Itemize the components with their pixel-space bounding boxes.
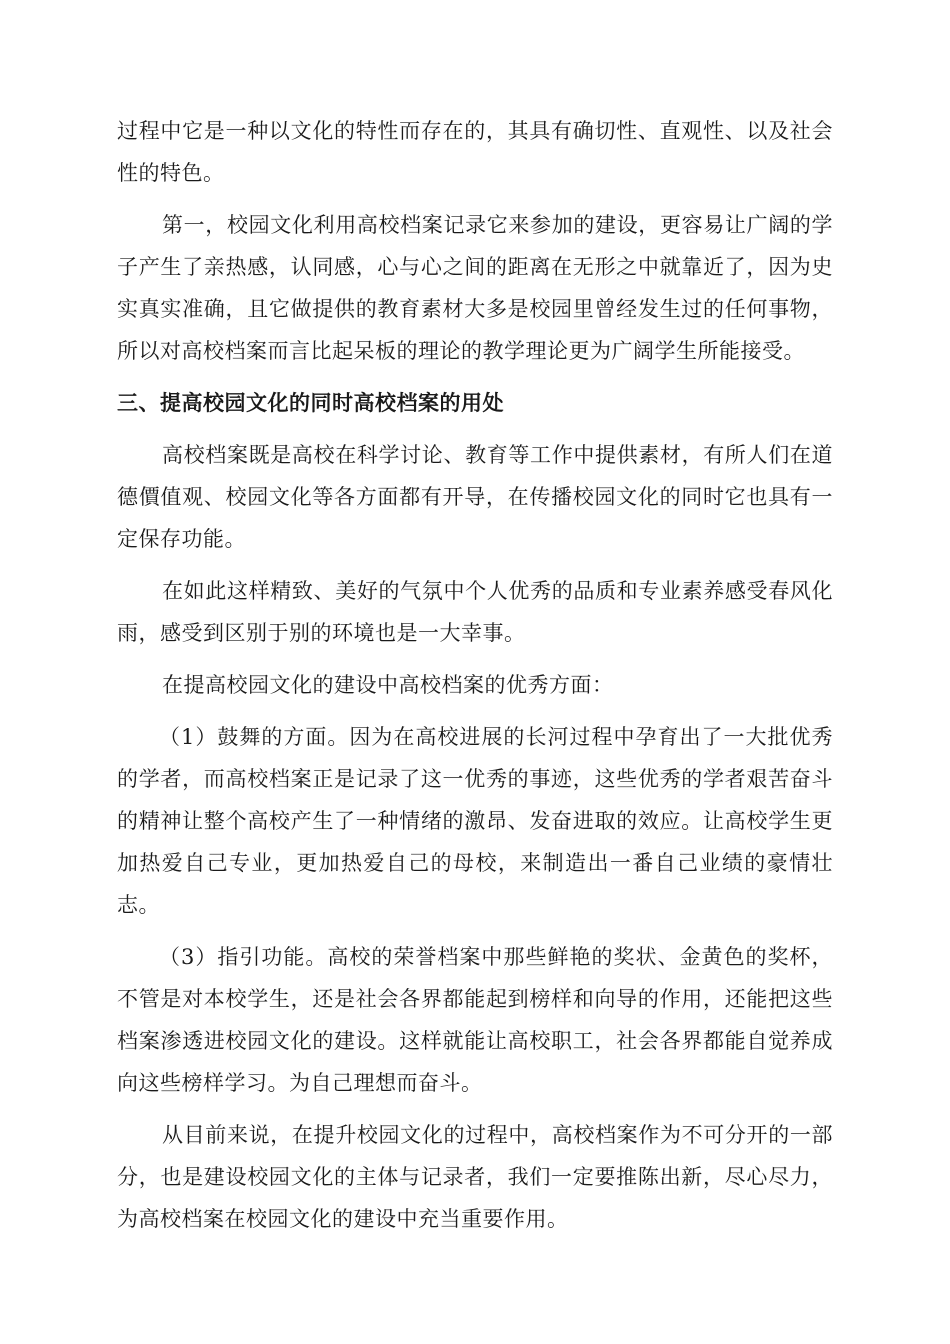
document-page — [117, 110, 833, 1250]
paragraph-continuation: 过程中它是一种以文化的特性而存在的，其具有确切性、直观性、以及社会性的特色。 — [117, 119, 833, 185]
paragraph-aspect-3: （3）指引功能。高校的荣誉档案中那些鲜艳的奖状、金黄色的奖杯，不管是对本校学生，还是社会各界都能起到榜样和向导的作用，还能把这些档案渗透进校园文化的建设。这样就能让高校职工，社会各界都能自觉养成向这些榜样学习。为自己理想而奋斗。 — [117, 945, 833, 1095]
paragraph-atmosphere: 在如此这样精致、美好的气氛中个人优秀的品质和专业素养感受春风化雨，感受到区别于别的环境也是一大幸事。 — [117, 579, 833, 645]
section-heading: 三、提高校园文化的同时高校档案的用处 — [117, 391, 504, 415]
paragraph-conclusion: 从目前来说，在提升校园文化的过程中，高校档案作为不可分开的一部分，也是建设校园文化的主体与记录者，我们一定要推陈出新，尽心尽力，为高校档案在校园文化的建设中充当重要作用。 — [117, 1123, 833, 1231]
paragraph-intro-aspects: 在提高校园文化的建设中高校档案的优秀方面： — [162, 673, 614, 697]
paragraph-aspect-1: （1）鼓舞的方面。因为在高校进展的长河过程中孕育出了一大批优秀的学者，而高校档案正是记录了这一优秀的事迹，这些优秀的学者艰苦奋斗的精神让整个高校产生了一种情绪的激昂、发奋进取的效应。让高校学生更加热爱自己专业，更加热爱自己的母校，来制造出一番自己业绩的豪情壮志。 — [117, 725, 833, 917]
paragraph-archive-role: 高校档案既是高校在科学讨论、教育等工作中提供素材，有所人们在道德價值观、校园文化等各方面都有开导，在传播校园文化的同时它也具有一定保存功能。 — [117, 443, 833, 551]
paragraph-first-point: 第一，校园文化利用高校档案记录它来参加的建设，更容易让广阔的学子产生了亲热感，认同感，心与心之间的距离在无形之中就靠近了，因为史实真实准确，且它做提供的教育素材大多是校园里曾经发生过的任何事物，所以对高校档案而言比起呆板的理论的教学理论更为广阔学生所能接受。 — [117, 213, 833, 363]
